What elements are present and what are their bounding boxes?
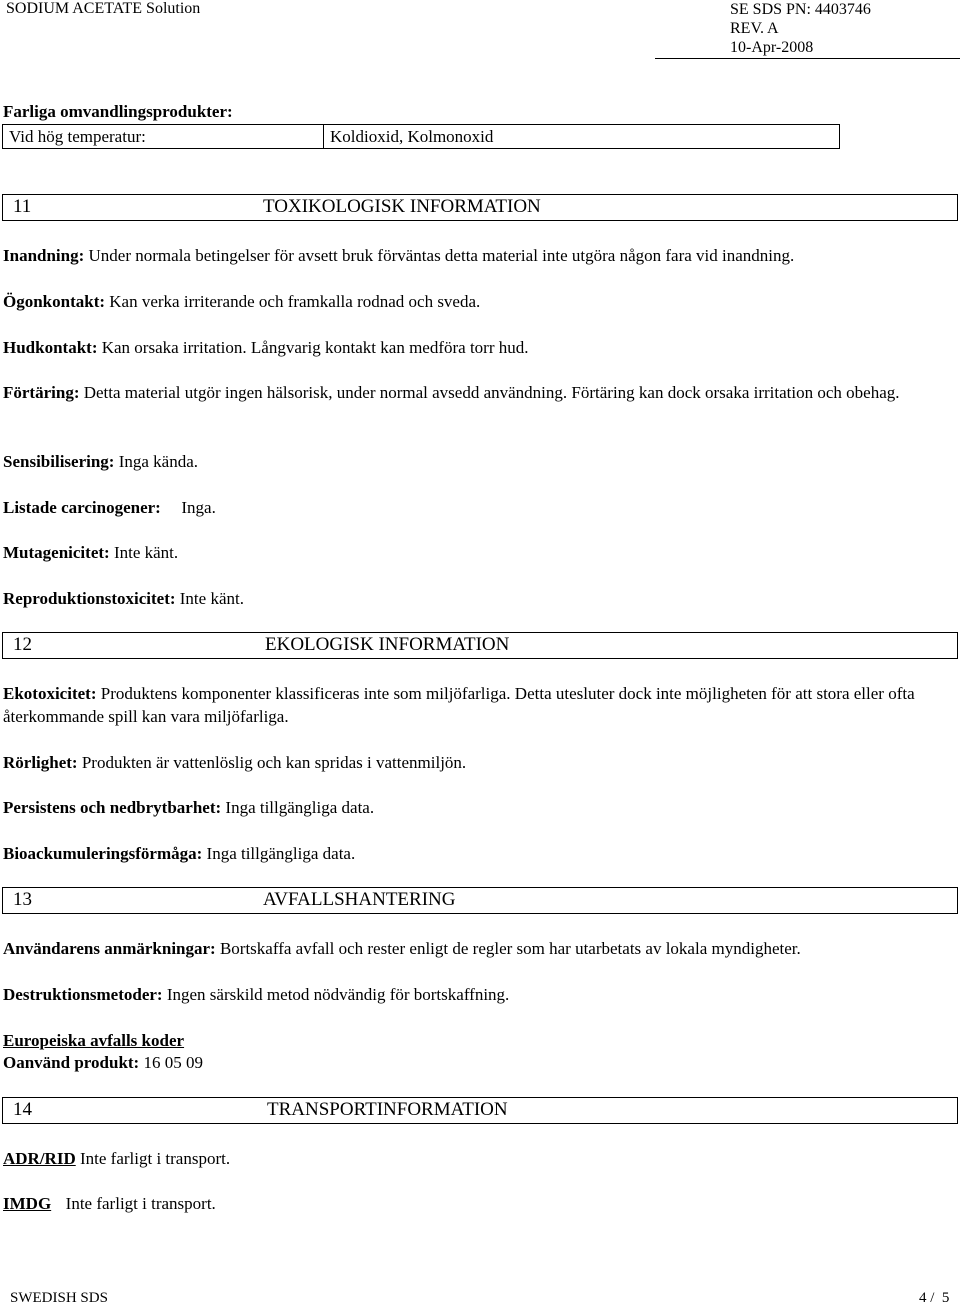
destruction-methods-text: Ingen särskild metod nödvändig för bortskaffning.	[166, 985, 510, 1004]
section-11-header	[2, 194, 958, 221]
persistence-label: Persistens och nedbrytbarhet:	[3, 798, 222, 817]
ingestion-text-2: Förtäring kan dock orsaka irritation och obehag.	[571, 383, 900, 402]
section-12-number: 12	[13, 634, 32, 655]
section-13-number: 13	[13, 889, 32, 910]
adr-rid-label: ADR/RID	[3, 1149, 76, 1168]
footer-page-number: 4 / 5	[919, 1290, 950, 1306]
section-12-title: EKOLOGISK INFORMATION	[265, 634, 510, 655]
header-divider	[655, 58, 960, 59]
destruction-methods-row	[3, 983, 959, 1006]
section-14-number: 14	[13, 1099, 32, 1120]
adr-rid-row	[3, 1147, 959, 1170]
section-11-title: TOXIKOLOGISK INFORMATION	[263, 196, 541, 217]
section-14-title: TRANSPORTINFORMATION	[267, 1099, 508, 1120]
mutagenicity-row	[3, 541, 959, 564]
reproductive-toxicity-label: Reproduktionstoxicitet:	[3, 589, 176, 608]
unused-product-code: 16 05 09	[143, 1053, 203, 1072]
bioaccumulation-text: Inga tillgängliga data.	[206, 844, 356, 863]
hazardous-products-label: Vid hög temperatur:	[9, 127, 146, 146]
inhalation-text: Under normala betingelser för avsett bruk förväntas detta material inte utgöra någon fara vid inandning.	[88, 246, 795, 265]
ecotoxicity-text-2: Detta utesluter dock inte möjligheten för att stora eller ofta återkommande spill kan vara miljöfarliga.	[3, 684, 915, 726]
skin-contact-text: Kan orsaka irritation.	[101, 338, 247, 357]
eye-contact-row	[3, 290, 959, 313]
user-remarks-row	[3, 937, 959, 960]
hazardous-products-value: Koldioxid, Kolmonoxid	[330, 127, 494, 146]
sensitization-text: Inga kända.	[118, 452, 199, 471]
product-name: SODIUM ACETATE Solution	[6, 0, 201, 17]
table-divider	[323, 124, 324, 149]
ecotoxicity-text: Produktens komponenter klassificeras inte som miljöfarliga.	[100, 684, 511, 703]
carcinogen-text: Inga.	[181, 498, 216, 517]
hazardous-products-table	[2, 124, 840, 149]
revision: REV. A	[730, 20, 779, 37]
document-info	[730, 0, 871, 57]
user-remarks-label: Användarens anmärkningar:	[3, 939, 216, 958]
waste-codes-heading: Europeiska avfalls koder	[3, 1031, 185, 1050]
eye-contact-text: Kan verka irriterande och framkalla rodnad och sveda.	[109, 292, 481, 311]
sensitization-label: Sensibilisering:	[3, 452, 115, 471]
unused-product-row	[3, 1051, 959, 1074]
section-12-header	[2, 632, 958, 659]
inhalation-row	[3, 244, 959, 267]
ingestion-row	[3, 381, 959, 404]
ingestion-text: Detta material utgör ingen hälsorisk, under normal avsedd användning.	[83, 383, 568, 402]
carcinogen-label: Listade carcinogener:	[3, 498, 161, 517]
adr-rid-text: Inte farligt i transport.	[79, 1149, 231, 1168]
mobility-text: Produkten är vattenlöslig och kan spridas i vattenmiljön.	[81, 753, 467, 772]
bioaccumulation-label: Bioackumuleringsförmåga:	[3, 844, 203, 863]
mutagenicity-label: Mutagenicitet:	[3, 543, 110, 562]
user-remarks-text: Bortskaffa avfall och rester enligt de regler som har utarbetats av lokala myndigheter.	[219, 939, 801, 958]
hazardous-products-heading: Farliga omvandlingsprodukter:	[3, 102, 233, 121]
section-13-header	[2, 887, 958, 914]
mutagenicity-text: Inte känt.	[113, 543, 179, 562]
waste-codes-heading-row	[3, 1029, 959, 1052]
inhalation-label: Inandning:	[3, 246, 85, 265]
section-14-header	[2, 1097, 958, 1124]
skin-contact-row	[3, 336, 959, 359]
skin-contact-text-2: Långvarig kontakt kan medföra torr hud.	[250, 338, 529, 357]
destruction-methods-label: Destruktionsmetoder:	[3, 985, 163, 1004]
document-id: SE SDS PN: 4403746	[730, 1, 871, 18]
reproductive-toxicity-text: Inte känt.	[179, 589, 244, 608]
imdg-text: Inte farligt i transport.	[65, 1194, 216, 1213]
reproductive-toxicity-row	[3, 587, 959, 610]
ecotoxicity-label: Ekotoxicitet:	[3, 684, 97, 703]
bioaccumulation-row	[3, 842, 959, 865]
skin-contact-label: Hudkontakt:	[3, 338, 98, 357]
persistence-text: Inga tillgängliga data.	[225, 798, 375, 817]
ingestion-label: Förtäring:	[3, 383, 80, 402]
sensitization-row	[3, 450, 959, 473]
section-13-title: AVFALLSHANTERING	[263, 889, 456, 910]
eye-contact-label: Ögonkontakt:	[3, 292, 106, 311]
unused-product-label: Oanvänd produkt:	[3, 1053, 140, 1072]
revision-date: 10-Apr-2008	[730, 39, 814, 56]
imdg-label: IMDG	[3, 1194, 52, 1213]
imdg-row	[3, 1192, 959, 1215]
footer-document-name: SWEDISH SDS	[10, 1290, 108, 1306]
mobility-label: Rörlighet:	[3, 753, 78, 772]
ecotoxicity-row	[3, 682, 959, 728]
mobility-row	[3, 751, 959, 774]
section-11-number: 11	[13, 196, 32, 217]
carcinogen-row	[3, 496, 959, 519]
persistence-row	[3, 796, 959, 819]
